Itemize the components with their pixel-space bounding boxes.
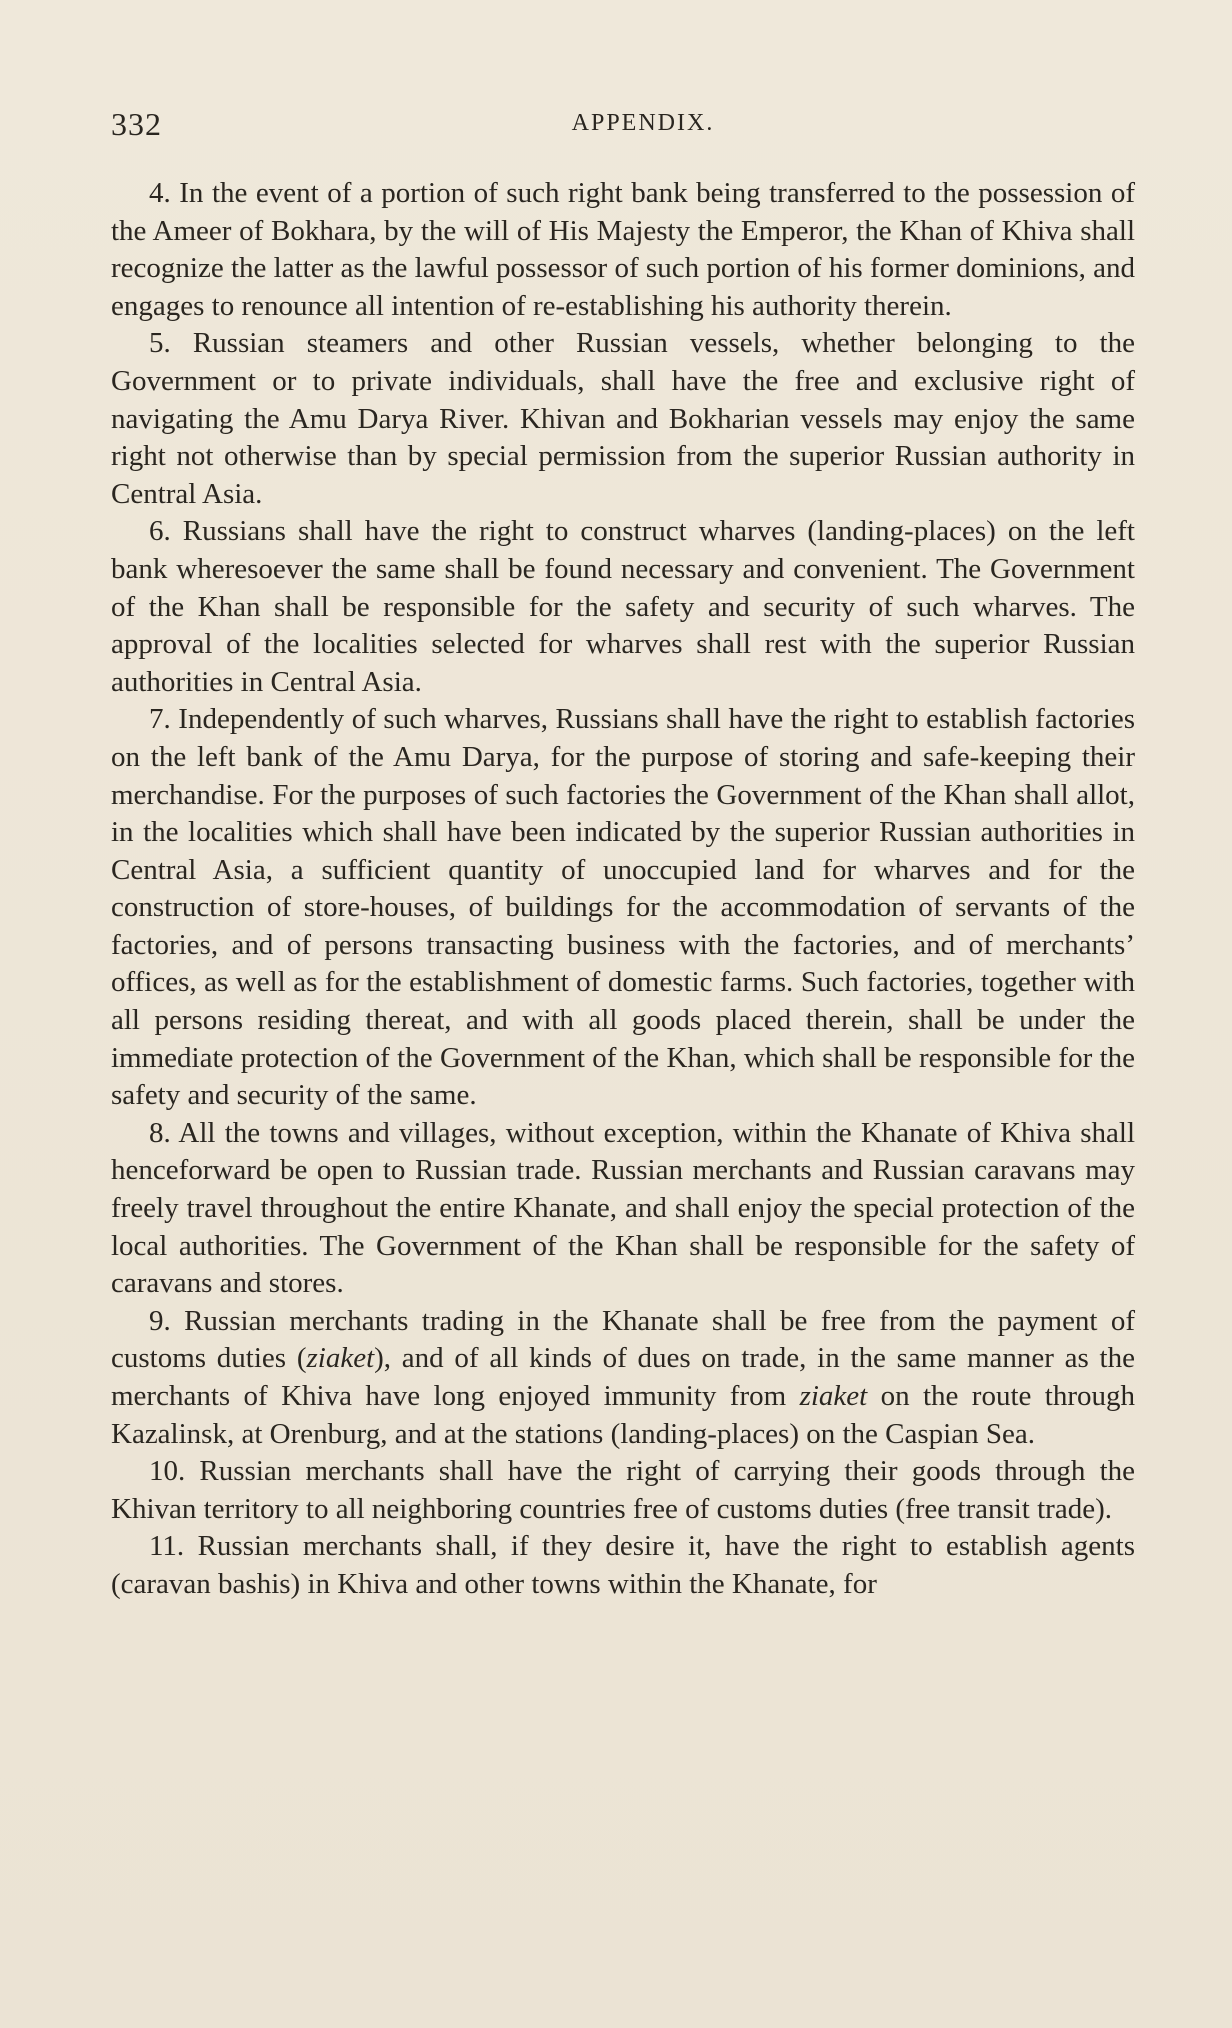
- paragraph-article-9-part-3: on the route through Kazalinsk, at Orenburg, and at the stations (landing-places) on the Caspian Sea.: [111, 1380, 1135, 1450]
- term-ziaket-1: ziaket: [306, 1342, 375, 1375]
- body-text: [111, 175, 1135, 1604]
- paragraph-article-10: 10. Russian merchants shall have the right of carrying their goods through the Khivan territory to all neighboring countries free of customs duties (free transit trade).: [111, 1455, 1135, 1525]
- page-header: [111, 106, 1135, 146]
- running-head: APPENDIX.: [571, 110, 715, 136]
- paragraph-article-9: [111, 1303, 1135, 1453]
- paragraph-article-11: 11. Russian merchants shall, if they desire it, have the right to establish agents (caravan bashis) in Khiva and other towns within the Khanate, for: [111, 1530, 1135, 1600]
- paragraph-article-5: 5. Russian steamers and other Russian vessels, whether belonging to the Government or to private individuals, shall have the free and exclusive right of navigating the Amu Darya River. Khivan and Bokharian vessels may enjoy the same right not otherwise than by special permission from the superior Russian authority in Central Asia.: [111, 327, 1135, 510]
- paragraph-article-6: 6. Russians shall have the right to construct wharves (landing-places) on the left bank wheresoever the same shall be found necessary and convenient. The Government of the Khan shall be responsible for the safety and security of such wharves. The approval of the localities selected for wharves shall rest with the superior Russian authorities in Central Asia.: [111, 515, 1135, 698]
- paragraph-article-4: 4. In the event of a portion of such right bank being transferred to the possession of the Ameer of Bokhara, by the will of His Majesty the Emperor, the Khan of Khiva shall recognize the latter as the lawful possessor of such portion of his former dominions, and engages to renounce all intention of re-establishing his authority therein.: [111, 177, 1135, 322]
- term-ziaket-2: ziaket: [799, 1380, 868, 1412]
- page-number: 332: [111, 106, 162, 142]
- paragraph-article-7: 7. Independently of such wharves, Russians shall have the right to establish factories on the left bank of the Amu Darya, for the purpose of storing and safe-keeping their merchandise. For the purposes of such factories the Government of the Khan shall allot, in the localities which shall have been indicated by the superior Russian authorities in Central Asia, a sufficient quantity of unoccupied land for wharves and for the construction of store-houses, of buildings for the accommodation of servants of the factories, and of persons transacting business with the factories, and of merchants’ offices, as well as for the establishment of domestic farms. Such factories, together with all persons residing thereat, and with all goods placed therein, shall be under the immediate protection of the Government of the Khan, which shall be responsible for the safety and security of the same.: [111, 703, 1135, 1112]
- paragraph-article-9-part-1: 9. Russian merchants trading in the Khanate shall be free from the payment of customs duties (: [111, 1304, 1135, 1375]
- paragraph-article-8: 8. All the towns and villages, without exception, within the Khanate of Khiva shall henceforward be open to Russian trade. Russian merchants and Russian caravans may freely travel throughout the entire Khanate, and shall enjoy the special protection of the local authorities. The Government of the Khan shall be responsible for the safety of caravans and stores.: [111, 1116, 1135, 1300]
- paragraph-article-9-part-2: ), and of all kinds of dues on trade, in the same manner as the merchants of Khiva have long enjoyed immunity from: [111, 1342, 1135, 1412]
